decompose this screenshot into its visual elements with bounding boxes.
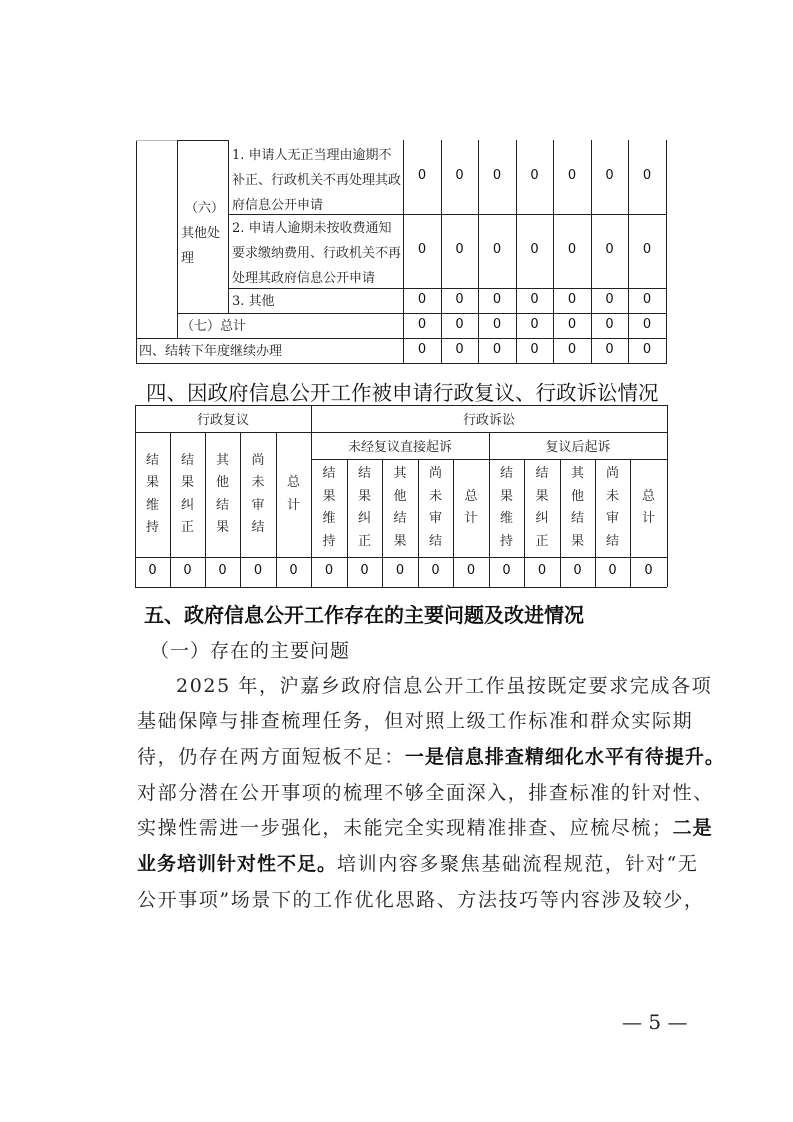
column-header-char: 未: [251, 475, 265, 490]
page-number: — 5 —: [622, 1010, 688, 1034]
value-cell: 0: [642, 341, 652, 357]
value-cell: 0: [644, 563, 653, 578]
column-header-char: 持: [499, 533, 513, 549]
column-header-char: 他: [393, 488, 407, 504]
value-cell: 0: [417, 168, 427, 183]
value-cell: 0: [567, 316, 577, 332]
value-cell: 0: [642, 168, 652, 183]
value-cell: 0: [218, 563, 227, 578]
group-label-other-handling: [181, 196, 227, 271]
group-label-line: 理: [181, 251, 195, 266]
value-cell: 0: [148, 563, 157, 578]
column-header: [319, 463, 339, 553]
column-header-char: 纠: [180, 497, 194, 513]
value-cell: 0: [567, 168, 577, 183]
table-border: [136, 140, 137, 364]
header-suit-after-review: 复议后起诉: [545, 440, 611, 455]
value-cell: 0: [492, 168, 502, 183]
column-header: [497, 463, 517, 553]
column-header-char: 果: [570, 533, 584, 549]
text-run: 培训内容多聚焦基础流程规范，针对“无: [337, 853, 699, 875]
column-header: [568, 463, 588, 553]
bold-emphasis: 二是: [672, 817, 713, 839]
text-run: 对部分潜在公开事项的梳理不够全面深入，排查标准的针对性、: [137, 782, 714, 804]
body-line: [176, 674, 732, 698]
column-header-char: 维: [322, 511, 336, 526]
row-label-3: [232, 289, 404, 314]
value-cell: 0: [431, 563, 440, 578]
value-cell: 0: [183, 563, 192, 578]
column-header: [284, 472, 304, 517]
value-cell: 0: [530, 316, 539, 332]
row-label-line: 3. 其他: [232, 294, 275, 309]
column-header-char: 果: [499, 488, 513, 504]
column-header-char: 持: [145, 520, 159, 535]
value-cell: 0: [324, 563, 334, 578]
column-header: [213, 450, 233, 540]
column-header-char: 果: [215, 520, 229, 535]
value-cell: 0: [253, 563, 263, 578]
body-line: [137, 852, 699, 876]
column-header-char: 其: [393, 466, 407, 481]
column-header-char: 尚: [428, 466, 442, 481]
column-header-char: 果: [180, 475, 194, 490]
row-label-line: 补正、行政机关不再处理其政: [232, 173, 402, 188]
header-litigation: 行政诉讼: [462, 413, 515, 428]
column-header-char: 正: [180, 520, 194, 535]
column-header: [461, 486, 481, 531]
column-header-char: 结: [570, 511, 584, 526]
column-header-char: 纠: [357, 511, 371, 526]
value-cell: 0: [417, 316, 427, 332]
column-header: [390, 463, 410, 553]
bold-emphasis: 业务培训针对性不足。: [137, 853, 338, 875]
column-header: [603, 463, 623, 553]
column-header: [532, 463, 552, 553]
column-header-char: 结: [251, 520, 265, 535]
table-border: [666, 140, 667, 364]
row-label-line: 四、结转下年度继续办理: [139, 344, 283, 359]
header-admin-review: 行政复议: [196, 413, 249, 428]
value-cell: 0: [573, 563, 582, 578]
table-border: [135, 557, 667, 558]
value-cell: 0: [605, 316, 614, 332]
value-cell: 0: [605, 291, 614, 307]
column-header-char: 审: [428, 511, 442, 526]
column-header-char: 纠: [535, 511, 549, 526]
column-header-char: 尚: [605, 466, 619, 481]
column-header-char: 结: [357, 466, 371, 481]
column-header-char: 计: [641, 511, 655, 526]
column-header-char: 结: [322, 466, 336, 481]
column-header-char: 未: [605, 488, 619, 504]
column-header-char: 正: [535, 533, 549, 549]
column-header-char: 审: [251, 497, 265, 513]
text-run: 待，仍存在两方面短板不足：: [137, 746, 405, 768]
column-header: [178, 450, 198, 540]
value-cell: 0: [455, 316, 464, 332]
column-header-char: 维: [499, 511, 513, 526]
row-label-carryover: [139, 339, 399, 364]
column-header-char: 结: [535, 466, 549, 481]
value-cell: 0: [492, 291, 502, 307]
column-header-char: 结: [180, 452, 194, 468]
table-border: [135, 405, 136, 587]
column-header-char: 结: [393, 511, 407, 526]
table-border: [177, 140, 178, 339]
body-line: [137, 709, 693, 733]
value-cell: 0: [642, 316, 652, 332]
value-cell: 0: [530, 168, 539, 183]
column-header-char: 计: [286, 497, 300, 513]
value-cell: 0: [605, 168, 614, 183]
column-header-char: 未: [428, 488, 442, 504]
header-direct-suit: 未经复议直接起诉: [347, 440, 452, 455]
section5-subheading: （一）存在的主要问题: [150, 640, 351, 662]
value-cell: 0: [492, 242, 502, 257]
column-header-char: 总: [641, 488, 655, 504]
column-header-char: 其: [570, 466, 584, 481]
column-header-char: 总: [464, 488, 478, 504]
table-border: [135, 587, 667, 588]
value-cell: 0: [417, 341, 427, 357]
body-line: [137, 781, 714, 805]
row-label-2: [232, 216, 404, 291]
value-cell: 0: [466, 563, 476, 578]
column-header-char: 尚: [251, 452, 265, 468]
value-cell: 0: [530, 341, 539, 357]
body-line: [137, 888, 705, 912]
value-cell: 0: [567, 341, 577, 357]
column-header-char: 结: [145, 452, 159, 468]
column-header-char: 果: [535, 488, 549, 504]
value-cell: 0: [530, 291, 539, 307]
value-cell: 0: [605, 341, 614, 357]
bold-emphasis: 一是信息排查精细化水平有待提升。: [404, 746, 725, 768]
text-run: 基础保障与排查梳理任务，但对照上级工作标准和群众实际期: [137, 710, 694, 732]
column-header: [248, 450, 268, 540]
value-cell: 0: [492, 341, 502, 357]
column-header: [143, 450, 163, 540]
value-cell: 0: [642, 291, 652, 307]
row-label-line: 1. 申请人无正当理由逾期不: [232, 148, 392, 163]
column-header-char: 持: [322, 533, 336, 549]
value-cell: 0: [360, 563, 369, 578]
table-border: [667, 405, 668, 587]
value-cell: 0: [605, 242, 614, 257]
value-cell: 0: [289, 563, 298, 578]
text-run: 公开事项”场景下的工作优化思路、方法技巧等内容涉及较少，: [137, 889, 705, 911]
column-header-char: 其: [215, 452, 229, 468]
column-header-char: 计: [464, 511, 478, 526]
row-label-line: 2. 申请人逾期未按收费通知: [232, 221, 392, 236]
column-header-char: 果: [145, 475, 159, 490]
column-header-char: 果: [393, 533, 407, 549]
value-cell: 0: [455, 242, 464, 257]
column-header-char: 他: [570, 488, 584, 504]
table-border: [136, 140, 177, 141]
table-border: [177, 140, 228, 141]
value-cell: 0: [567, 291, 577, 307]
column-header: [355, 463, 375, 553]
column-header-char: 结: [215, 497, 229, 513]
value-cell: 0: [642, 242, 652, 257]
text-run: 实操性需进一步强化，未能完全实现精准排查、应梳尽梳；: [137, 817, 673, 839]
value-cell: 0: [455, 168, 464, 183]
value-cell: 0: [455, 341, 464, 357]
value-cell: 0: [502, 563, 511, 578]
row-label-1: [232, 143, 404, 218]
value-cell: 0: [417, 242, 427, 257]
body-line: [137, 816, 713, 840]
column-header-char: 审: [605, 511, 619, 526]
section5-heading: 五、政府信息公开工作存在的主要问题及改进情况: [144, 603, 584, 627]
section4-heading: 四、因政府信息公开工作被申请行政复议、行政诉讼情况: [146, 381, 659, 405]
column-header-char: 果: [322, 488, 336, 504]
value-cell: 0: [417, 291, 427, 307]
value-cell: 0: [608, 563, 617, 578]
column-header-char: 结: [428, 533, 442, 549]
column-header: [426, 463, 446, 553]
group-label-line: 其他处: [181, 226, 221, 241]
column-header-char: 正: [357, 533, 371, 549]
column-header-char: 他: [215, 475, 229, 490]
body-line: [137, 745, 725, 769]
value-cell: 0: [395, 563, 405, 578]
column-header: [639, 486, 659, 531]
value-cell: 0: [567, 242, 577, 257]
row-label-line: 处理其政府信息公开申请: [232, 271, 376, 286]
value-cell: 0: [537, 563, 547, 578]
table-border: [135, 405, 667, 406]
value-cell: 0: [530, 242, 539, 257]
table-border: [135, 432, 667, 433]
group-label-line: （六）: [185, 201, 225, 216]
row-label-total: [181, 314, 401, 339]
column-header-char: 结: [499, 466, 513, 481]
column-header-char: 总: [286, 475, 300, 490]
row-label-line: 要求缴纳费用、行政机关不再: [232, 246, 402, 261]
value-cell: 0: [492, 316, 502, 332]
row-label-line: 府信息公开申请: [232, 198, 324, 213]
table-border: [311, 405, 312, 587]
column-header-char: 维: [145, 497, 159, 513]
row-label-line: （七）总计: [181, 319, 247, 334]
column-header-char: 果: [357, 488, 371, 504]
value-cell: 0: [455, 291, 464, 307]
text-run: 2025 年，沪嘉乡政府信息公开工作虽按既定要求完成各项: [176, 675, 713, 697]
column-header-char: 结: [605, 533, 619, 549]
